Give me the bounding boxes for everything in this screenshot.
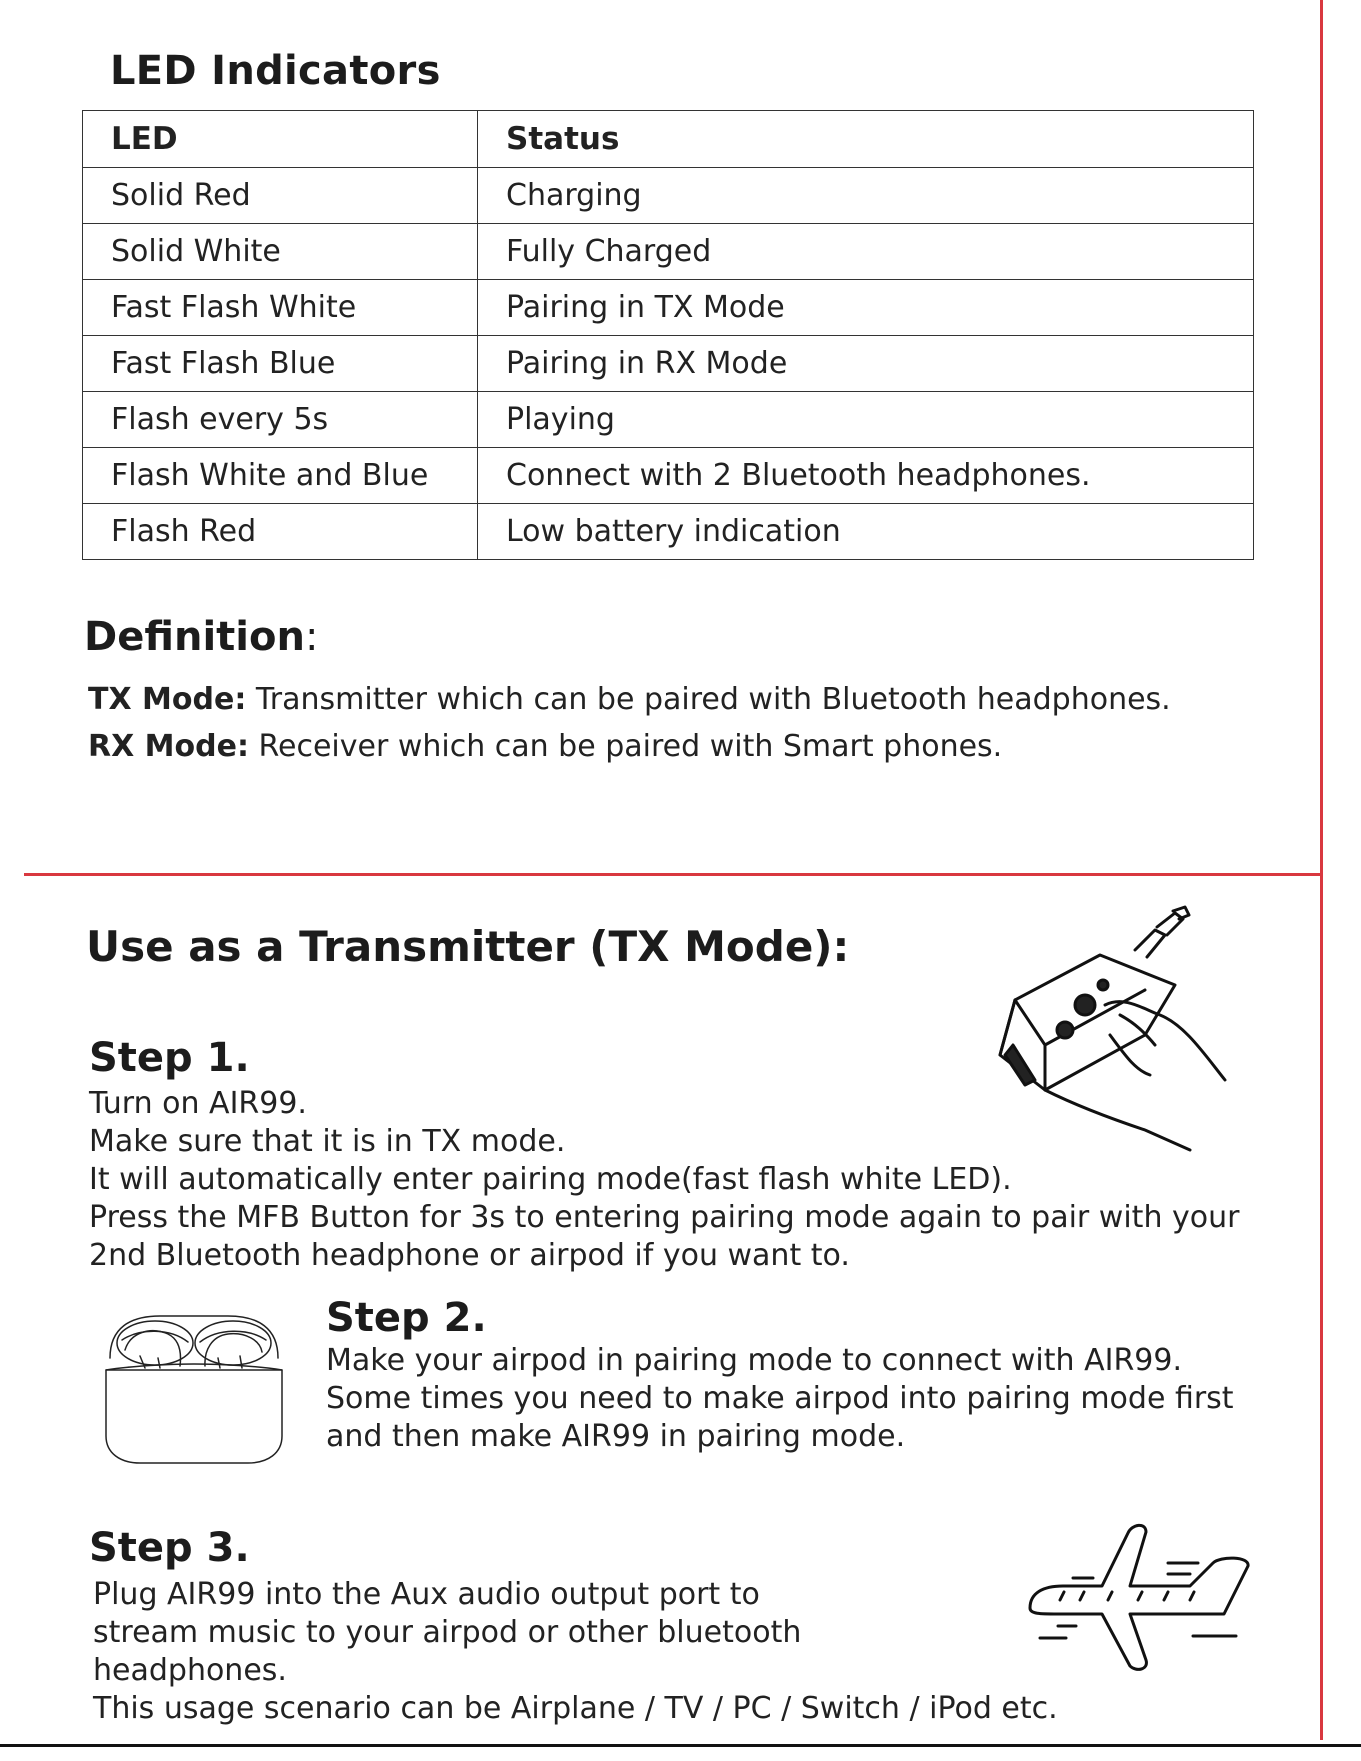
step2-line: Make your airpod in pairing mode to connect with AIR99. [326,1343,1182,1378]
step1-line: Press the MFB Button for 3s to entering pairing mode again to pair with your [89,1200,1240,1235]
status-cell: Connect with 2 Bluetooth headphones. [478,448,1254,504]
status-cell: Playing [478,392,1254,448]
airplane-icon [1018,1508,1258,1684]
definition-title-text: Definition [84,614,305,660]
tx-label: TX Mode: [88,682,247,717]
definition-colon: : [304,614,319,660]
led-cell: Flash White and Blue [83,448,478,504]
header-led: LED [83,111,478,168]
status-cell: Fully Charged [478,224,1254,280]
rx-text: Receiver which can be paired with Smart phones. [248,729,1003,764]
led-cell: Solid White [83,224,478,280]
transmitter-title: Use as a Transmitter (TX Mode): [86,922,850,971]
led-status-table [82,110,1254,560]
step2-line: and then make AIR99 in pairing mode. [326,1419,906,1454]
step1-heading: Step 1. [89,1035,250,1081]
table-row [83,280,1254,336]
tx-text: Transmitter which can be paired with Bluetooth headphones. [246,682,1171,717]
step3-line: stream music to your airpod or other bluetooth [93,1615,802,1650]
led-cell: Flash Red [83,504,478,560]
table-row [83,224,1254,280]
status-cell: Low battery indication [478,504,1254,560]
step3-line: Plug AIR99 into the Aux audio output port to [93,1577,760,1612]
step1-line: 2nd Bluetooth headphone or airpod if you want to. [89,1238,850,1273]
step3-line: This usage scenario can be Airplane / TV / PC / Switch / iPod etc. [93,1691,1058,1726]
led-cell: Fast Flash Blue [83,336,478,392]
table-header-row [83,111,1254,168]
table-row [83,336,1254,392]
definition-tx [88,682,1171,717]
table-row [83,392,1254,448]
step1-line: Make sure that it is in TX mode. [89,1124,566,1159]
step2-line: Some times you need to make airpod into pairing mode first [326,1381,1234,1416]
definition-title [84,614,318,660]
status-cell: Charging [478,168,1254,224]
step1-line: Turn on AIR99. [89,1086,307,1121]
led-indicators-title: LED Indicators [110,48,441,94]
led-cell: Flash every 5s [83,392,478,448]
table-row [83,504,1254,560]
status-cell: Pairing in TX Mode [478,280,1254,336]
led-cell: Fast Flash White [83,280,478,336]
airpods-case-icon [100,1308,288,1466]
right-divider [1320,0,1323,1740]
header-status: Status [478,111,1254,168]
step3-heading: Step 3. [89,1525,250,1571]
step2-heading: Step 2. [326,1295,487,1341]
transmitter-device-in-hand-icon [985,905,1245,1165]
table-row [83,168,1254,224]
status-cell: Pairing in RX Mode [478,336,1254,392]
led-cell: Solid Red [83,168,478,224]
section-divider [24,873,1323,876]
definition-rx [88,729,1002,764]
step1-line: It will automatically enter pairing mode(fast flash white LED). [89,1162,1012,1197]
bottom-rule [0,1744,1361,1747]
table-row [83,448,1254,504]
rx-label: RX Mode: [88,729,249,764]
step3-line: headphones. [93,1653,287,1688]
